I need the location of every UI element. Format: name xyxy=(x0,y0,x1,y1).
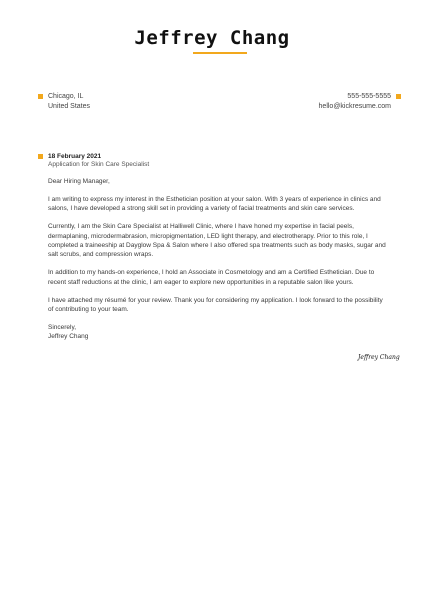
letter-date: 18 February 2021 xyxy=(48,153,102,160)
salutation: Dear Hiring Manager, xyxy=(48,178,110,185)
letter-body xyxy=(48,177,388,342)
contact-country: United States xyxy=(48,102,91,110)
contact-phone: 555-555-5555 xyxy=(347,93,391,100)
paragraph-1: I am writing to express my interest in the Esthetician position at your salon. With 3 years of experience in clinics and salons, I have developed a strong skill set in providing a variety of facial treatments and skin care services. xyxy=(48,195,381,213)
contact-city: Chicago, IL xyxy=(48,93,84,100)
paragraph-3: In addition to my hands-on experience, I hold an Associate in Cosmetology and am a Certified Esthetician. Due to recent staff reductions at the clinic, I am eager to explore new opportunities in a reputable salon like yours. xyxy=(48,269,375,286)
paragraph-4: I have attached my résumé for your review. Thank you for considering my application. I look forward to the possibility of contributing to your team. xyxy=(48,296,383,314)
handwritten-signature: Jeffrey Chang xyxy=(358,354,400,361)
paragraph-2: Currently, I am the Skin Care Specialist at Halliwell Clinic, where I have honed my expertise in facial peels, dermaplaning, microdermabrasion, micropigmentation, LED light therapy, and electrotherapy. Prior to this role, I completed a traineeship at Dayglow Spa & Salon where I also offered spa treatments such as body masks, sugar and salt scrubs, and compression wraps. xyxy=(48,223,386,259)
date-bullet-icon xyxy=(38,154,43,159)
signer-name: Jeffrey Chang xyxy=(48,333,89,341)
applicant-name: Jeffrey Chang xyxy=(134,27,290,49)
closing: Sincerely, xyxy=(48,323,77,331)
contact-right-bullet-icon xyxy=(396,94,401,99)
contact-details xyxy=(319,92,391,111)
contact-location xyxy=(48,92,90,111)
contact-email: hello@kickresume.com xyxy=(318,102,391,110)
name-accent-rule xyxy=(193,52,247,54)
letter-subject: Application for Skin Care Specialist xyxy=(48,161,150,168)
contact-left-bullet-icon xyxy=(38,94,43,99)
